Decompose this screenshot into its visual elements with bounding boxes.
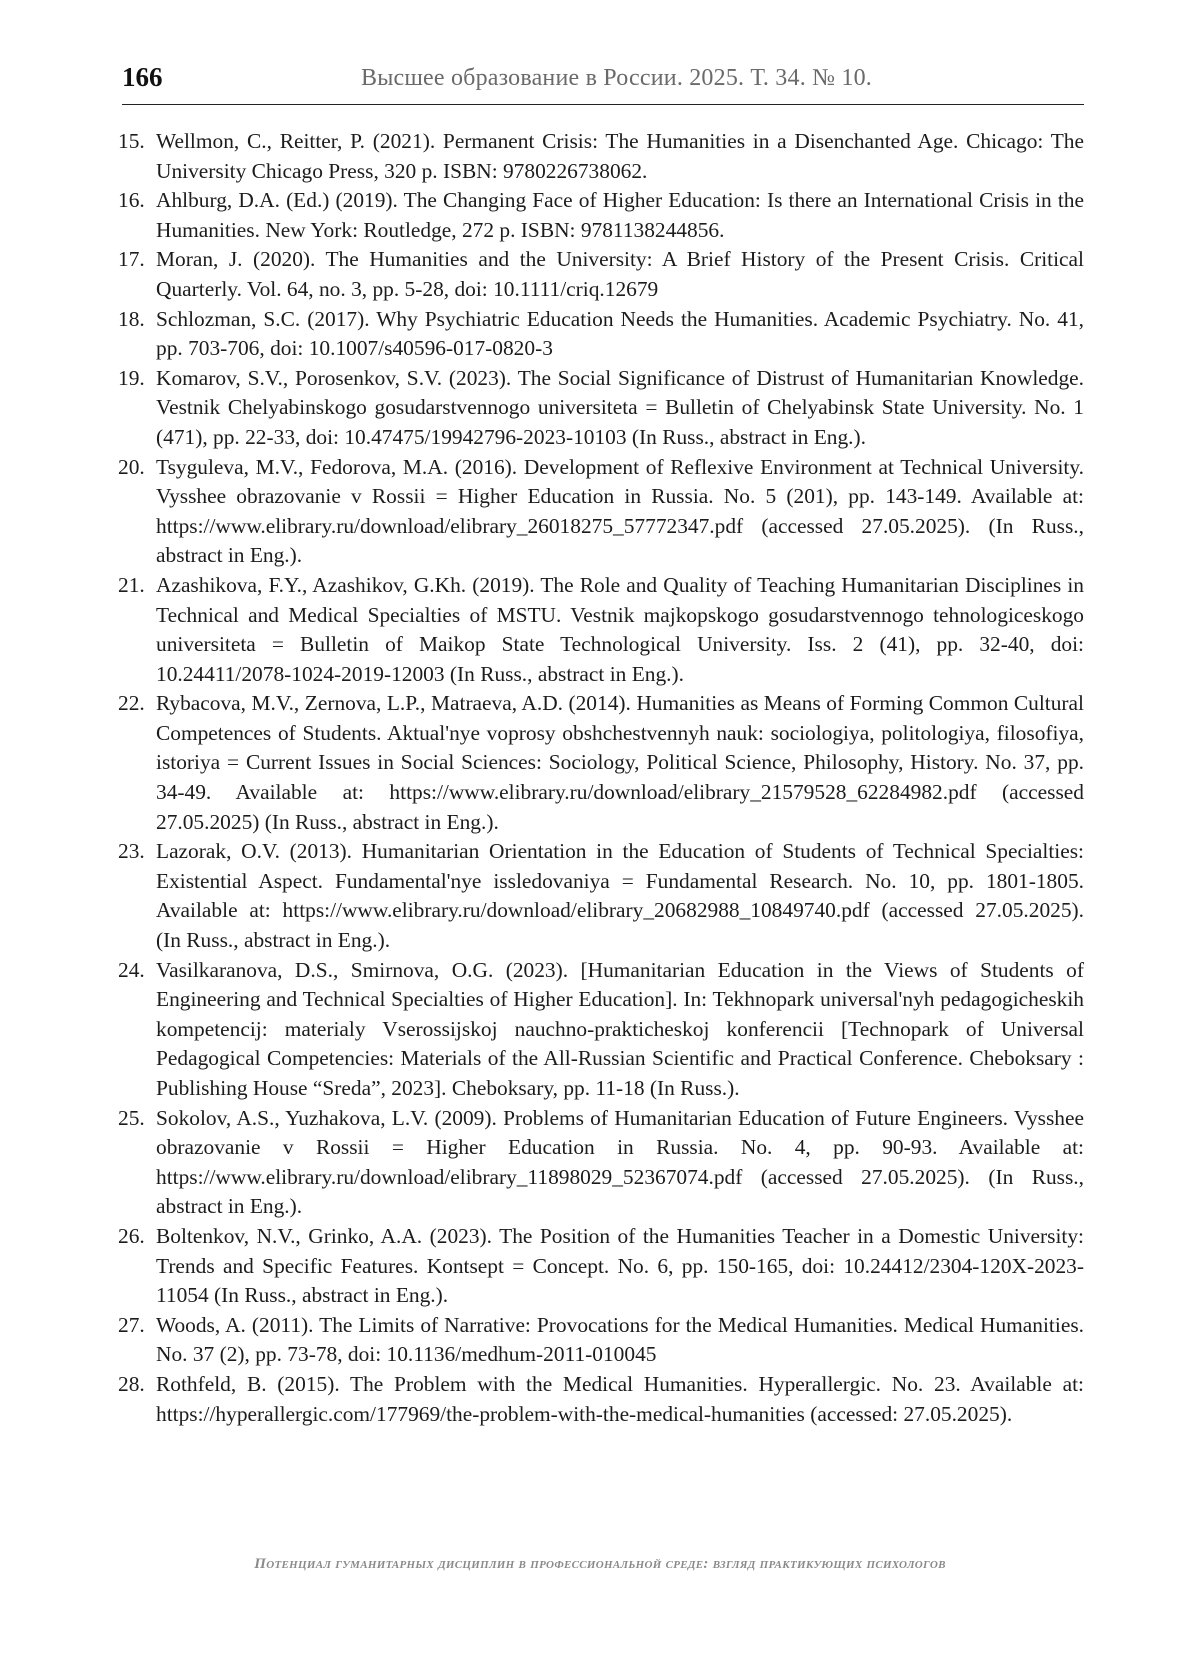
- reference-item: [118, 1370, 1084, 1429]
- reference-number: 20.: [118, 454, 145, 479]
- reference-text: Lazorak, O.V. (2013). Humanitarian Orientation in the Education of Students of Technical Specialties: Existential Aspect. Fundamental'nye issledovaniya = Fundamental Research. No. 10, pp. 1801-1805. Available at: https://www.elibrary.ru/download/elibrary_20682988_10849740.pdf (accessed 27.05.2025). (In Russ., abstract in Eng.).: [156, 839, 1084, 953]
- reference-item: [118, 1311, 1084, 1370]
- reference-number: 19.: [118, 365, 145, 390]
- reference-text: Rothfeld, B. (2015). The Problem with the Medical Humanities. Hyperallergic. No. 23. Available at: https://hyperallergic.com/177969/the-problem-with-the-medical-humanities (accessed: 27.05.2025).: [156, 1371, 1084, 1426]
- reference-number: 24.: [118, 957, 145, 982]
- reference-item: [118, 837, 1084, 955]
- reference-number: 21.: [118, 572, 145, 597]
- reference-item: [118, 364, 1084, 453]
- reference-text: Tsyguleva, M.V., Fedorova, M.A. (2016). Development of Reflexive Environment at Technical University. Vysshee obrazovanie v Rossii = Higher Education in Russia. No. 5 (201), pp. 143-149. Available at: https://www.elibrary.ru/download/elibrary_26018275_57772347.pdf (accessed 27.05.2025). (In Russ., abstract in Eng.).: [156, 454, 1084, 568]
- page-number: 166: [122, 62, 163, 92]
- reference-text: Sokolov, A.S., Yuzhakova, L.V. (2009). Problems of Humanitarian Education of Future Engineers. Vysshee obrazovanie v Rossii = Higher Education in Russia. No. 4, pp. 90-93. Available at: https://www.elibrary.ru/download/elibrary_11898029_52367074.pdf (accessed 27.05.2025). (In Russ., abstract in Eng.).: [156, 1105, 1084, 1219]
- reference-item: [118, 571, 1084, 689]
- reference-text: Rybacova, M.V., Zernova, L.P., Matraeva, A.D. (2014). Humanities as Means of Forming Common Cultural Competences of Students. Aktual'nye voprosy obshchestvennyh nauk: sociologiya, politologiya, filosofiya, istoriya = Current Issues in Social Sciences: Sociology, Political Science, Philosophy, History. No. 37, pp. 34-49. Available at: https://www.elibrary.ru/download/elibrary_21579528_62284982.pdf (accessed 27.05.2025) (In Russ., abstract in Eng.).: [156, 691, 1084, 834]
- reference-number: 18.: [118, 306, 145, 331]
- reference-number: 17.: [118, 247, 145, 272]
- reference-item: [118, 689, 1084, 837]
- reference-text: Moran, J. (2020). The Humanities and the University: A Brief History of the Present Crisis. Critical Quarterly. Vol. 64, no. 3, pp. 5-28, doi: 10.1111/criq.12679: [156, 247, 1084, 301]
- reference-item: [118, 1222, 1084, 1311]
- reference-text: Azashikova, F.Y., Azashikov, G.Kh. (2019). The Role and Quality of Teaching Humanitarian Disciplines in Technical and Medical Specialties of MSTU. Vestnik majkopskogo gosudarstvennogo tehnologiceskogo universiteta = Bulletin of Maikop State Technological University. Iss. 2 (41), pp. 32-40, doi: 10.24411/2078-1024-2019-12003 (In Russ., abstract in Eng.).: [156, 572, 1084, 686]
- reference-number: 27.: [118, 1312, 145, 1337]
- reference-item: [118, 245, 1084, 304]
- reference-item: [118, 186, 1084, 245]
- reference-number: 25.: [118, 1105, 145, 1130]
- reference-text: Ahlburg, D.A. (Ed.) (2019). The Changing Face of Higher Education: Is there an International Crisis in the Humanities. New York: Routledge, 272 p. ISBN: 9781138244856.: [156, 188, 1084, 242]
- page-header: [122, 58, 1084, 105]
- reference-number: 28.: [118, 1371, 145, 1396]
- reference-text: Wellmon, C., Reitter, P. (2021). Permanent Crisis: The Humanities in a Disenchanted Age. Chicago: The University Chicago Press, 320 p. ISBN: 9780226738062.: [156, 129, 1084, 183]
- reference-item: [118, 1104, 1084, 1222]
- reference-number: 16.: [118, 188, 145, 213]
- reference-item: [118, 453, 1084, 571]
- reference-number: 15.: [118, 129, 145, 153]
- reference-text: Boltenkov, N.V., Grinko, A.A. (2023). The Position of the Humanities Teacher in a Domestic University: Trends and Specific Features. Kontsept = Concept. No. 6, pp. 150-165, doi: 10.24412/2304-120X-2023-11054 (In Russ., abstract in Eng.).: [156, 1223, 1084, 1308]
- reference-text: Woods, A. (2011). The Limits of Narrative: Provocations for the Medical Humanities. Medical Humanities. No. 37 (2), pp. 73-78, doi: 10.1136/medhum-2011-010045: [156, 1312, 1084, 1367]
- reference-list: [118, 127, 1084, 1429]
- journal-title: Высшее образование в России. 2025. Т. 34. № 10.: [360, 65, 872, 91]
- reference-item: [118, 127, 1084, 186]
- reference-item: [118, 956, 1084, 1104]
- running-footer: Потенциал гуманитарных дисциплин в профессиональной среде: взгляд практикующих психологов: [254, 1556, 946, 1572]
- reference-text: Vasilkaranova, D.S., Smirnova, O.G. (2023). [Humanitarian Education in the Views of Students of Engineering and Technical Specialties of Higher Education]. In: Tekhnopark universal'nyh pedagogicheskih kompetencij: materialy Vserossijskoj nauchno-prakticheskoj konferencii [Technopark of Universal Pedagogical Competencies: Materials of the All-Russian Scientific and Practical Conference. Cheboksary : Publishing House “Sreda”, 2023]. Cheboksary, pp. 11-18 (In Russ.).: [156, 957, 1084, 1100]
- reference-text: Komarov, S.V., Porosenkov, S.V. (2023). The Social Significance of Distrust of Humanitarian Knowledge. Vestnik Chelyabinskogo gosudarstvennogo universiteta = Bulletin of Chelyabinsk State University. No. 1 (471), pp. 22-33, doi: 10.47475/19942796-2023-10103 (In Russ., abstract in Eng.).: [156, 365, 1084, 449]
- reference-number: 23.: [118, 839, 145, 864]
- reference-number: 22.: [118, 691, 145, 716]
- reference-number: 26.: [118, 1223, 145, 1248]
- reference-text: Schlozman, S.C. (2017). Why Psychiatric Education Needs the Humanities. Academic Psychiatry. No. 41, pp. 703-706, doi: 10.1007/s40596-017-0820-3: [156, 306, 1084, 361]
- reference-item: [118, 305, 1084, 364]
